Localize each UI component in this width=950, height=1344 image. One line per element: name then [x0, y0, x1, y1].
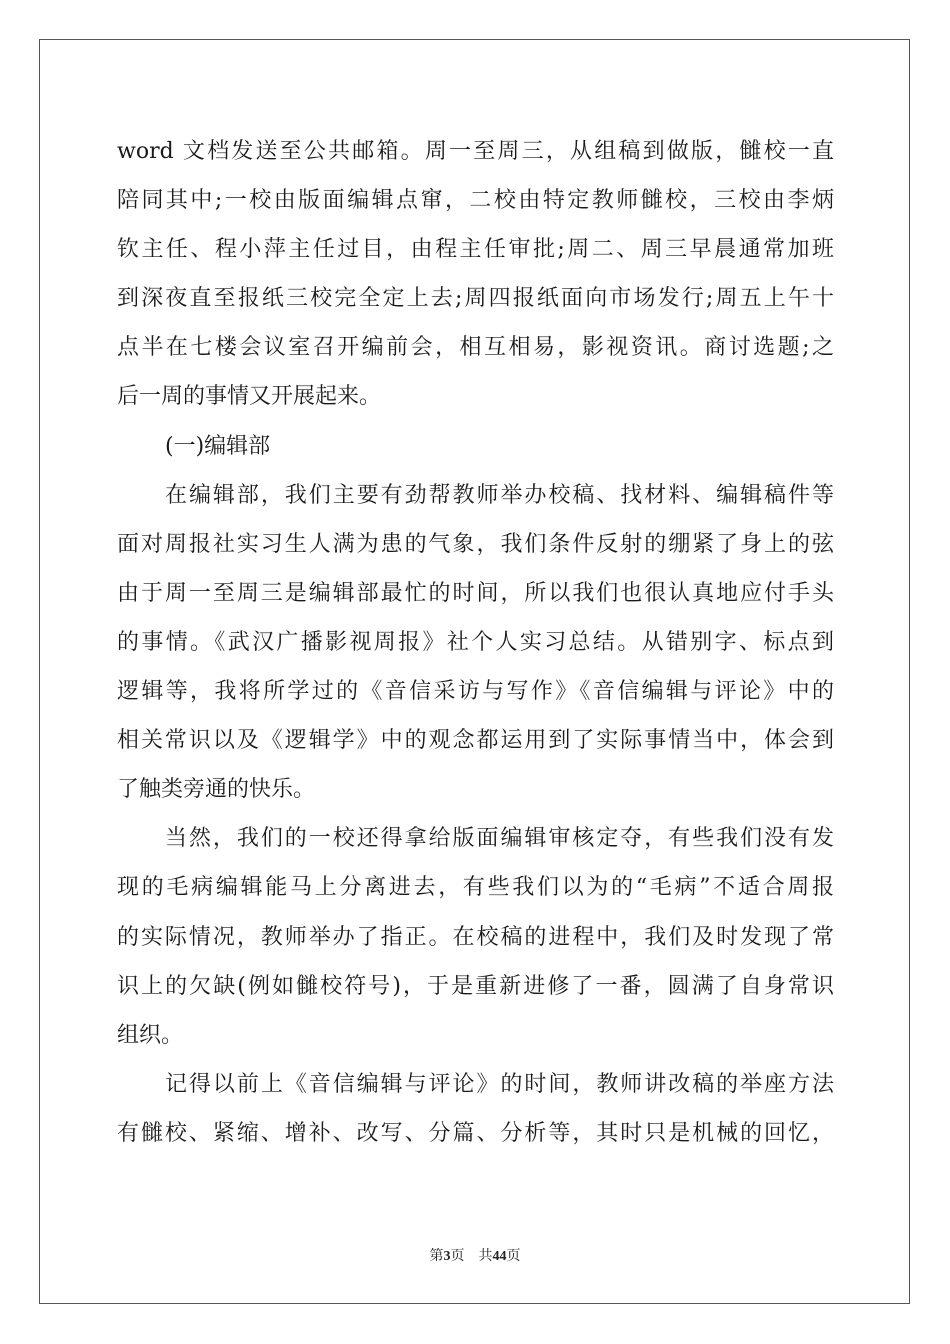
text-line: 点半在七楼会议室召开编前会，相互相易，影视资讯。商讨选题;之	[117, 335, 834, 361]
text-line: 钦主任、程小萍主任过目，由程主任审批;周二、周三早晨通常加班	[117, 237, 834, 263]
text-line: 逻辑等，我将所学过的《音信采访与写作》《音信编辑与评论》中的	[117, 679, 834, 705]
text-line: 当然，我们的一校还得拿给版面编辑审核定夺，有些我们没有发	[165, 826, 834, 852]
total-prefix: 共	[478, 1249, 493, 1264]
text-line: 有雠校、紧缩、增补、改写、分篇、分析等，其时只是机械的回忆，	[117, 1120, 834, 1146]
section-heading: (一)编辑部	[165, 433, 271, 459]
text-line: 由于周一至周三是编辑部最忙的时间，所以我们也很认真地应付手头	[117, 580, 834, 606]
total-pages: 44	[492, 1249, 507, 1264]
text-line: 识上的欠缺(例如雠校符号)，于是重新进修了一番，圆满了自身常识	[117, 973, 834, 999]
document-body	[117, 127, 834, 1158]
text-line: 记得以前上《音信编辑与评论》的时间，教师讲改稿的举座方法	[165, 1071, 834, 1097]
text-line: 相关常识以及《逻辑学》中的观念都运用到了实际事情当中，体会到	[117, 728, 834, 754]
total-suffix: 页	[506, 1249, 521, 1264]
text-line: 的事情。《武汉广播影视周报》社个人实习总结。从错别字、标点到	[117, 629, 834, 655]
text-line: word 文档发送至公共邮箱。周一至周三，从组稿到做版，雠校一直	[117, 139, 834, 164]
page-prefix: 第	[429, 1249, 444, 1264]
text-line: 现的毛病编辑能马上分离进去，有些我们以为的“毛病”不适合周报	[117, 875, 834, 901]
text-line: 陪同其中;一校由版面编辑点窜，二校由特定教师雠校，三校由李炳	[117, 188, 834, 214]
text-line: 面对周报社实习生人满为患的气象，我们条件反射的绷紧了身上的弦	[117, 531, 834, 557]
text-line: 后一周的事情又开展起来。	[117, 384, 382, 410]
text-line: 在编辑部，我们主要有劲帮教师举办校稿、找材料、编辑稿件等	[165, 482, 834, 508]
page-number: 3	[443, 1249, 451, 1264]
text-line: 了触类旁通的快乐。	[117, 777, 316, 803]
text-line: 组织。	[117, 1022, 184, 1048]
text-line: 到深夜直至报纸三校完全定上去;周四报纸面向市场发行;周五上午十	[117, 286, 834, 312]
page-suffix: 页	[450, 1249, 465, 1264]
page-footer	[0, 1245, 950, 1265]
text-line: 的实际情况，教师举办了指正。在校稿的进程中，我们及时发现了常	[117, 924, 834, 950]
